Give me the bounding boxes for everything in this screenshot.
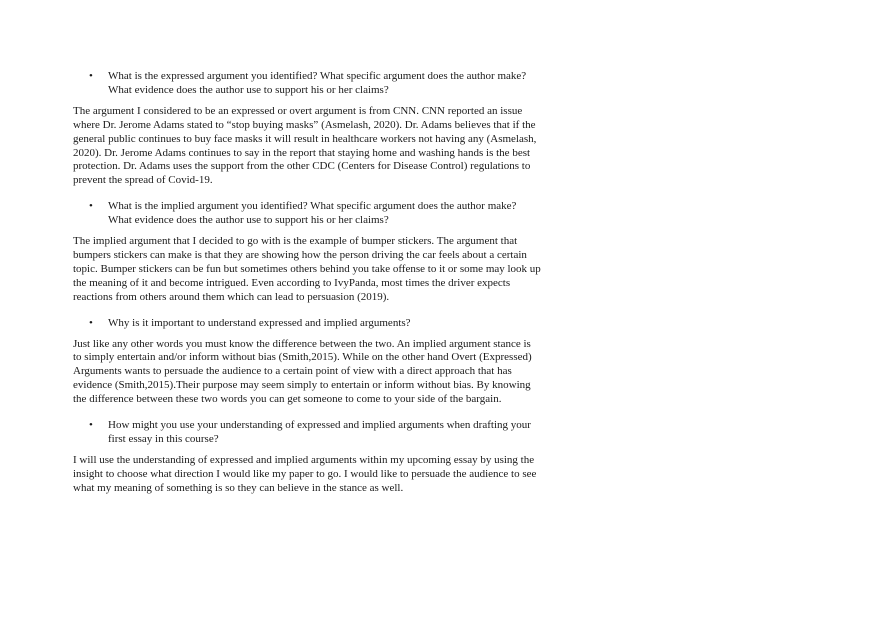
answer-paragraph: The implied argument that I decided to go with is the example of bumper stickers. The argument that bumpers stickers can make is that they are showing how the person driving the car feels about a certain topic. Bumper stickers can be fun but sometimes others behind you take offense to it or some may look up the meaning of it and become intrigued. Even according to IvyPanda, most times the driver expects reactions from others around them which can lead to persuasion (2019). [73, 235, 541, 303]
answer-paragraph: I will use the understanding of expressed and implied arguments within my upcoming essay by using the insight to choose what direction I would like my paper to go. I would like to persuade the audience to see what my meaning of something is so they can believe in the stance as well. [73, 453, 537, 494]
answer-paragraph: Just like any other words you must know the difference between the two. An implied argument stance is to simply entertain and/or inform without bias (Smith,2015). While on the other hand Overt (Expressed) Arguments wants to persuade the audience to a certain point of view with a direct approach that has evidence (Smith,2015).Their purpose may seem simply to entertain or inform without bias. By knowing the difference between these two words you can get someone to come to your side of the bargain. [73, 337, 532, 406]
document-page [73, 70, 543, 508]
question-text: What is the expressed argument you identified? What specific argument does the author make? What evidence does the author use to support his or her claims? [108, 70, 527, 96]
bullet-icon: • [89, 316, 93, 329]
question-bullet [73, 419, 536, 447]
answer-paragraph: The argument I considered to be an expressed or overt argument is from CNN. CNN reported an issue where Dr. Jerome Adams stated to “stop buying masks” (Asmelash, 2020). Dr. Adams believes that if the general public continues to buy face masks it will result in healthcare workers not having any (Asmelash, 2020). Dr. Jerome Adams continues to say in the report that staying home and washing hands is the best protection. Dr. Adams uses the support from the other CDC (Centers for Disease Control) regulations to prevent the spread of Covid-19. [73, 104, 537, 187]
question-text: How might you use your understanding of expressed and implied arguments when drafting your first essay in this course? [108, 419, 531, 445]
question-bullet [73, 70, 536, 98]
question-text: What is the implied argument you identified? What specific argument does the author make? What evidence does the author use to support his or her claims? [108, 200, 517, 227]
section-expressed-argument [73, 70, 543, 188]
bullet-icon: • [89, 419, 93, 432]
question-bullet [73, 317, 536, 331]
question-bullet [73, 200, 536, 228]
bullet-icon: • [89, 70, 93, 82]
bullet-icon: • [89, 200, 93, 213]
section-essay-use [73, 419, 543, 496]
question-text: Why is it important to understand expressed and implied arguments? [108, 316, 411, 329]
section-importance [73, 317, 543, 407]
section-implied-argument [73, 200, 543, 304]
